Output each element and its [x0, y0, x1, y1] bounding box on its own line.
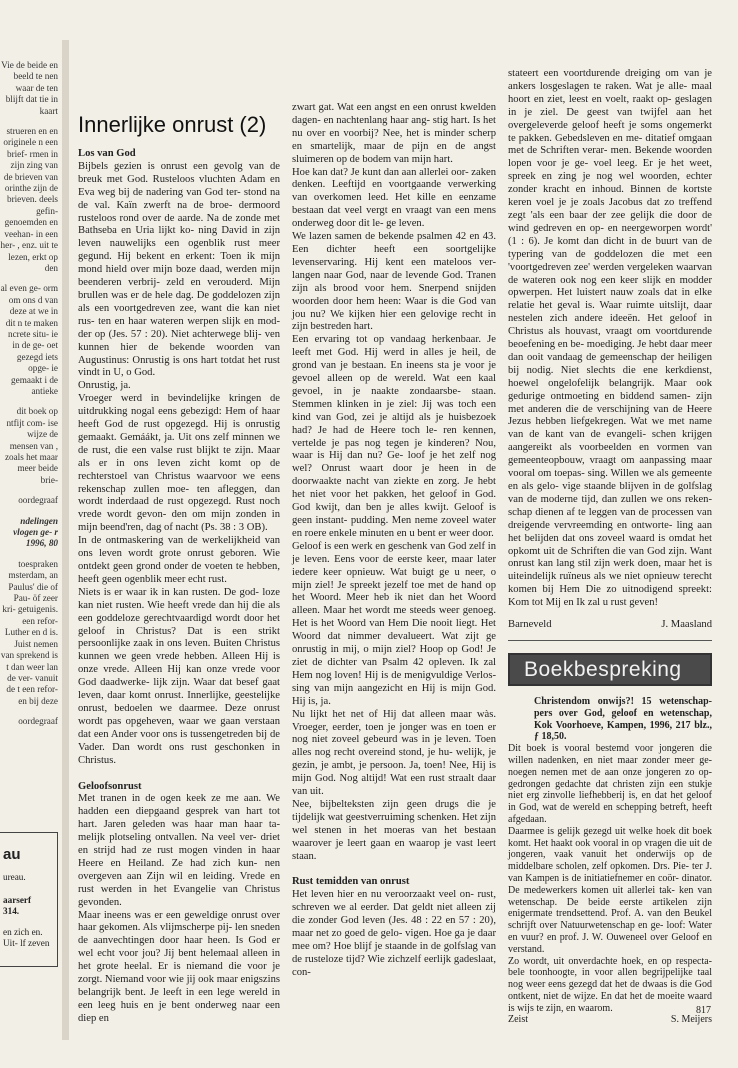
paragraph: Met tranen in de ogen keek ze me aan. We hadden een diepgaand gesprek van hart tot hart. Jaren geleden was haar man haar ta- melijk plotseling ontvallen. Na veel ver- driet en strijd had ze rust mogen vinden in haar Heere en Heiland. Ze had zich kun- nen overgeven aan Zijn wil en leiding. Vrede en rust werden in het Evangelie van Christus gevonden. — [78, 793, 280, 908]
review-heading: Christendom onwijs?! 15 wetenschap- pers over God, geloof en wetenschap, Kok Voorhoeve, Kampen, 1996, 217 blz., ƒ 18,50. — [534, 695, 712, 743]
article-column-1 — [78, 148, 280, 1026]
paragraph: Vroeger werd in bevindelijke kringen de uitdrukking nogal eens gebezigd: Hem of haar heeft God de rust opgezegd. Hij is onrustig gemaakt. Gemáákt, ja. Uit ons zelf minnen we de rust, die een valse rust blijkt te zijn. Maar als er in ons leven zicht komt op de rechterstoel van Christus waarvoor we eens rekenschap zullen moe- ten afleggen, dan wordt inderdaad de rust opgezegd. Rust noch vrede wordt gevon- den om mijn zonden in mijn beend'ren, dag of nacht (Ps. 38 : 3 OB). — [78, 393, 280, 534]
review-paragraph: Dit boek is vooral bestemd voor jongeren die willen nadenken, en niet maar zonder meer ge- noegen nemen met de aan onze jongeren zo op- gedrongen gedachte dat christen zijn een stukje niet erg zinvolle liefhebberij is, en dat het geloof in God, wat de wereld en schepping betreft, heeft afgedaan. — [508, 743, 712, 825]
previous-column-fragment: oordegraaf — [18, 495, 58, 506]
box-text-fragment: aarserf — [3, 895, 32, 905]
paragraph: zwart gat. Wat een angst en een onrust kwelden dagen- en nachtenlang haar ang- stig hart. Is het nu over en voorbij? Nee, het is minder scherp en smartelijk, maar de pijn en de angst sluimeren op de bodem van mijn hart. — [292, 102, 496, 165]
paragraph: Onrustig, ja. — [78, 380, 131, 392]
section-heading: Rust temidden van onrust — [292, 876, 410, 888]
review-paragraph: Zo wordt, uit onverdachte hoek, en op respecta- bele toonhoogte, in voor allen begrijpelijke taal nog weer eens gezegd dat het de dwaas is die God ontkent, niet de wijze. En dat het de moeite waard is wijs te zijn, en waarom. — [508, 955, 712, 1014]
signature-place: Barneveld — [508, 619, 552, 631]
review-paragraph: Daarmee is gelijk gezegd uit welke hoek dit boek komt. Het haakt ook vooral in op vragen die uit de jongeren, vaak vanuit het onderwijs op de middelbare scholen, zelf opkomen. Drs. Pie- ter J. van Kampen is de initiatiefnemer en coör- dinator. De medewerkers komen uit allerlei tak- ken van wetenschap. De beide eerste artikelen zijn enigermate trendsettend. Prof. A. van den Beukel schrijft over Natuurwetenschap en ge- loof: Water en vuur? en prof. J. W. Ouweneel over Geloof en verstand. — [508, 825, 712, 955]
book-review — [508, 696, 712, 1026]
paragraph: Nu lijkt het net of Hij dat alleen maar wàs. Vroeger, eerder, toen je jonger was en toen er nog niet zoveel gebeurd was in je leven. Toen alles nog recht overeind stond, je hu- welijk, je gezin, je ambt, je persoon. Ja, toen! Nee, Hij is mijn God. Nog altijd! Wat een rust straalt daar van uit. — [292, 708, 496, 798]
article-column-2 — [292, 102, 496, 980]
box-text-fragment: ureau. — [3, 872, 26, 882]
previous-column-fragment: strueren en en originele n een brief- rmen in zijn zing van de brieven van orinthe zijn de brieven. deels gefin- genoemden en veehan- in een her- , enz. uit te lezen, erkt op den — [0, 126, 58, 273]
signature-author: J. Maasland — [661, 619, 712, 631]
paragraph: Maar ineens was er een geweldige onrust over haar gekomen. Als vlijmscherpe pij- len sneden de aanvechtingen door haar heen. Is God er wel echt voor jou? Jij bent helemaal alleen in het grote heelal. Er is niemand die voor je zorgt. Niemand voor wie jij ook maar enigszins belangrijk bent. Je leeft in een lege wereld in een leeg huis en je bent onderweg naar een diep en — [78, 909, 280, 1024]
paragraph: Nee, bijbelteksten zijn geen drugs die je tijdelijk wat geestverruiming schenken. Het zijn wel stenen in het moeras van het bestaan waarover je leert gaan en waarop je vast leert staan. — [292, 798, 496, 862]
previous-column-fragment: Vie de beide en beeld te nen waar de ten blijft dat tie in kaart — [1, 60, 58, 116]
previous-page-box — [0, 832, 58, 967]
article-column-3 — [508, 68, 712, 1026]
previous-column-fragment: oordegraaf — [18, 716, 58, 727]
paragraph: We lazen samen de bekende psalmen 42 en 43. Een dichter heeft een soortgelijke levenservaring. Hij kent een mateloos ver- langen naar God, naar de levende God. Tranen zijn als brood voor hem. Snerpend snijden woorden door hem heen: Waar is die God van jou nu? We kijken hier een gelovige recht in zijn bestreden hart. — [292, 231, 496, 333]
article-title: Innerlijke onrust (2) — [78, 112, 267, 137]
article-column-3-text — [508, 68, 712, 610]
box-text-fragment: en zich en. Uit- lf zeven — [3, 927, 50, 948]
page-gutter — [62, 40, 69, 1040]
section-heading: Los van God — [78, 148, 136, 159]
review-signature — [508, 1014, 712, 1026]
paragraph: Het leven hier en nu veroorzaakt veel on- rust, schreven we al eerder. Dat geldt niet alleen zij die zonder God leven (Jes. 48 : 22 en 57 : 20), maar net zo goed de gelo- vigen. Hoe ga je daar mee om? Hoe blijf je staande in de golfslag van de rusteloze tijd? Wie zichzelf eerlijk gadeslaat, con- — [292, 889, 496, 978]
review-signature-place: Zeist — [508, 1014, 528, 1026]
paragraph: Hoe kan dat? Je kunt dan aan allerlei oor- zaken denken. Leeftijd en voortgaande verwerking van overkomen leed. Het kille en eenzame bestaan dat veel vergt en vraagt van een mens onderweg door dit le- ge leven. — [292, 166, 496, 230]
paragraph: Geloof is een werk en geschenk van God zelf in je leven. Eens voor de eerste keer, maar later iedere keer opnieuw. Wat buigt ge u neer, o mijn ziel! Je spreekt jezelf toe met de hand op het Woord. Meer heb ik niet dan het Woord alleen. Maar het wordt me steeds weer genoeg. Het is het Woord van Hem Die nooit liegt. Het Woord dat nimmer devalueert. Wat zijt ge onrustig in mij, o mijn ziel? Hoop op God! Je ziet de dichter van Psalm 42 opleven. Ik zal Hem nog loven! Hij is de menigvuldige Verlos- sing van mijn aangezicht en Hij is mijn God. Hij is, ja. — [292, 540, 496, 707]
previous-column-fragment: toespraken msterdam, an Paulus' die of Pau- öf zeer kri- getuigenis. een refor- Luther en d is. Juist nemen van sprekend is t dan weer lan de ver- vanuit de t een refor- en bij deze — [0, 558, 58, 706]
review-body — [508, 743, 712, 1014]
previous-column-fragment: ndelingen vlogen ge- r 1996, 80 — [13, 515, 58, 549]
paragraph: stateert een voortdurende dreiging om van je ankers losgeslagen te raken. Wat je alle- maal hoort en ziet, leest en voelt, raakt op- geslagen in je ziel. De geest van twijfel aan het overgeleverde geloof heeft je soms ongemerkt te pakken. Gebedsleven en me- ditatief omgaan met de Schriften verar- men. Bekende woorden lopen voor je ge- voel leeg. Er je het weet, spreek en zing je nog wel woorden, echter zonder kracht en inhoud. Binnen de kortste keren voel je je zoals Jacobus dat zo treffend zegt 'als een baar der zee gelijk die door de wind gedreven en op- en neergeworpen wordt' (1 : 6). Je komt dan dicht in de buurt van de typering van de goddelozen die met een 'voortgedreven zee' werden vergeleken waarvan de wateren ook nog een keer slijk en modder opwerpen. Het luistert nauw zoals dat in elke relatie het geval is. Waar ruimte uitslijt, daar nestelen zich andere ideeën. Het geloof in Christus als houvast, vraagt om voortdurende beoefening en be- moediging. Je hebt daar meer dan ooit vandaag de gemeenschap der heiligen bij nodig. Niet slechts die ene kerkdienst, hoewel ongelofelijk belangrijk. Maar ook gedurige ontmoeting en biddend samen- zijn met anderen die de verschijning van de Heere Jezus hebben liefgekregen. Wat we met name van de kant van de evangeli- schen krijgen aangereikt als voorbeelden en vormen van gemeenteopbouw, vraagt om aanpassing maar vooral om toepas- sing. Willen we als gemeente en als gelo- vige staande blijven in de golfslag van de moderne tijd, dan zullen we ons reken- schap dienen af te leggen van de processen van dreigende vervreemding en ontworte- ling aan het belijden dat ons zoveel waard is omdat het opkomt uit de Schriften die van God zijn. Want onrust kan lang stil zijn werk doen, maar het is uiteindelijk ruïneus als we niet opnieuw terecht komen bij Hem Die zo uitnodigend spreekt: Kom tot Mij en Ik zal u rust geven! — [508, 68, 712, 609]
review-banner: Boekbespreking — [508, 653, 712, 686]
section-gap — [292, 863, 496, 876]
article-signature — [508, 619, 712, 632]
section-heading: Geloofsonrust — [78, 780, 142, 792]
section-divider — [508, 640, 712, 641]
box-title-fragment: au — [3, 846, 21, 863]
section-gap — [78, 768, 280, 781]
previous-page-column — [0, 60, 58, 737]
box-text-fragment: 314. — [3, 906, 20, 916]
review-signature-author: S. Meijers — [670, 1014, 712, 1026]
previous-column-fragment: dit boek op ntfijt com- ise wijze de mensen van , zoals het maar meer beide brie- — [4, 406, 58, 485]
paragraph: In de ontmaskering van de werkelijkheid van ons leven wordt grote onrust geboren. Wie ontdekt geen grond onder de voeten te hebben, heeft geen ogenblik meer echt rust. — [78, 535, 280, 585]
paragraph: Bijbels gezien is onrust een gevolg van de breuk met God. Rusteloos vluchten Adam en Eva weg bij de nadering van God ter- stond na de val. Kaïn zwerft na de broe- dermoord rusteloos rond over de aarde. Na de zonde met Bathseba en Uria lijkt ko- ning David in zijn leven nauwelijks een ogenblik rust meer gegund. Hij bekent en erkent: Toen ik mijn mond hield over mijn boze daad, werden mijn beenderen verbrij- zeld en verouderd. Mijn brullen was er de hele dag. De goddelozen zijn als een voortgedreven zee, want die kan niet rus- ten en haar wateren werpen slijk en mod- der op (Jes. 57 : 20). Niet achterwege blij- ven kunnen hier de bekende woorden van Augustinus: Onrustig is ons hart totdat het rust vindt in U, o God. — [78, 160, 280, 379]
previous-column-fragment: al even ge- orm om ons d van deze at we in dit n te maken ncrete situ- ie in de ge- oet gezegd iets opge- ie gemaakt i de antieke — [0, 283, 58, 396]
paragraph: Niets is er waar ik in kan rusten. De god- loze kan niet rusten. Wie heeft vrede dan hij die als een goddeloze gerechtvaardigd wordt door het geloof in Christus? Dat is een strikt persoonlijke zaak in ons leven. Buiten Christus kunnen we geen vrede hebben. Alleen Hij is onze vrede. Alleen Hij kan onze vrede voor God daadwerke- lijk zijn. Waar dat besef gaat leven, daar komt onrust. Innerlijke, geestelijke onrust, bedoelen we daarmee. Deze onrust wordt pas opgeheven, waar we gaan verstaan dat een Ander voor ons is tussengetreden bij de Vader. Dan wordt ons rust geschonken in Christus. — [78, 586, 280, 766]
page-number: 817 — [696, 1005, 711, 1016]
paragraph: Een ervaring tot op vandaag herkenbaar. Je leeft met God. Hij werd in alles je heil, de grond van je bestaan. En ineens sta je voor je gevoel alleen op de wereld. Wat een kaal gevoel, in je naakte zondaarsbe- staan. Stemmen klinken in je ziel: Jij was toch een kind van God, zei je altijd als je huisbezoek had? Je had de Heere toch le- ren kennen, vertelde je pas nog tegen je kinderen? Nou, waar is Hij dan nu? Ge- loof je het zelf nog wel? Onrust waart door je heen in de doorwaakte nacht van ziekte en zorg. Je hebt het niet voor het pakken, het geloof in God. God kwijt, dan ben je alles kwijt. Geloof is geen instant- pudding. Men neme zoveel water en roere enkele minuten en u bent er weer door. — [292, 334, 496, 539]
